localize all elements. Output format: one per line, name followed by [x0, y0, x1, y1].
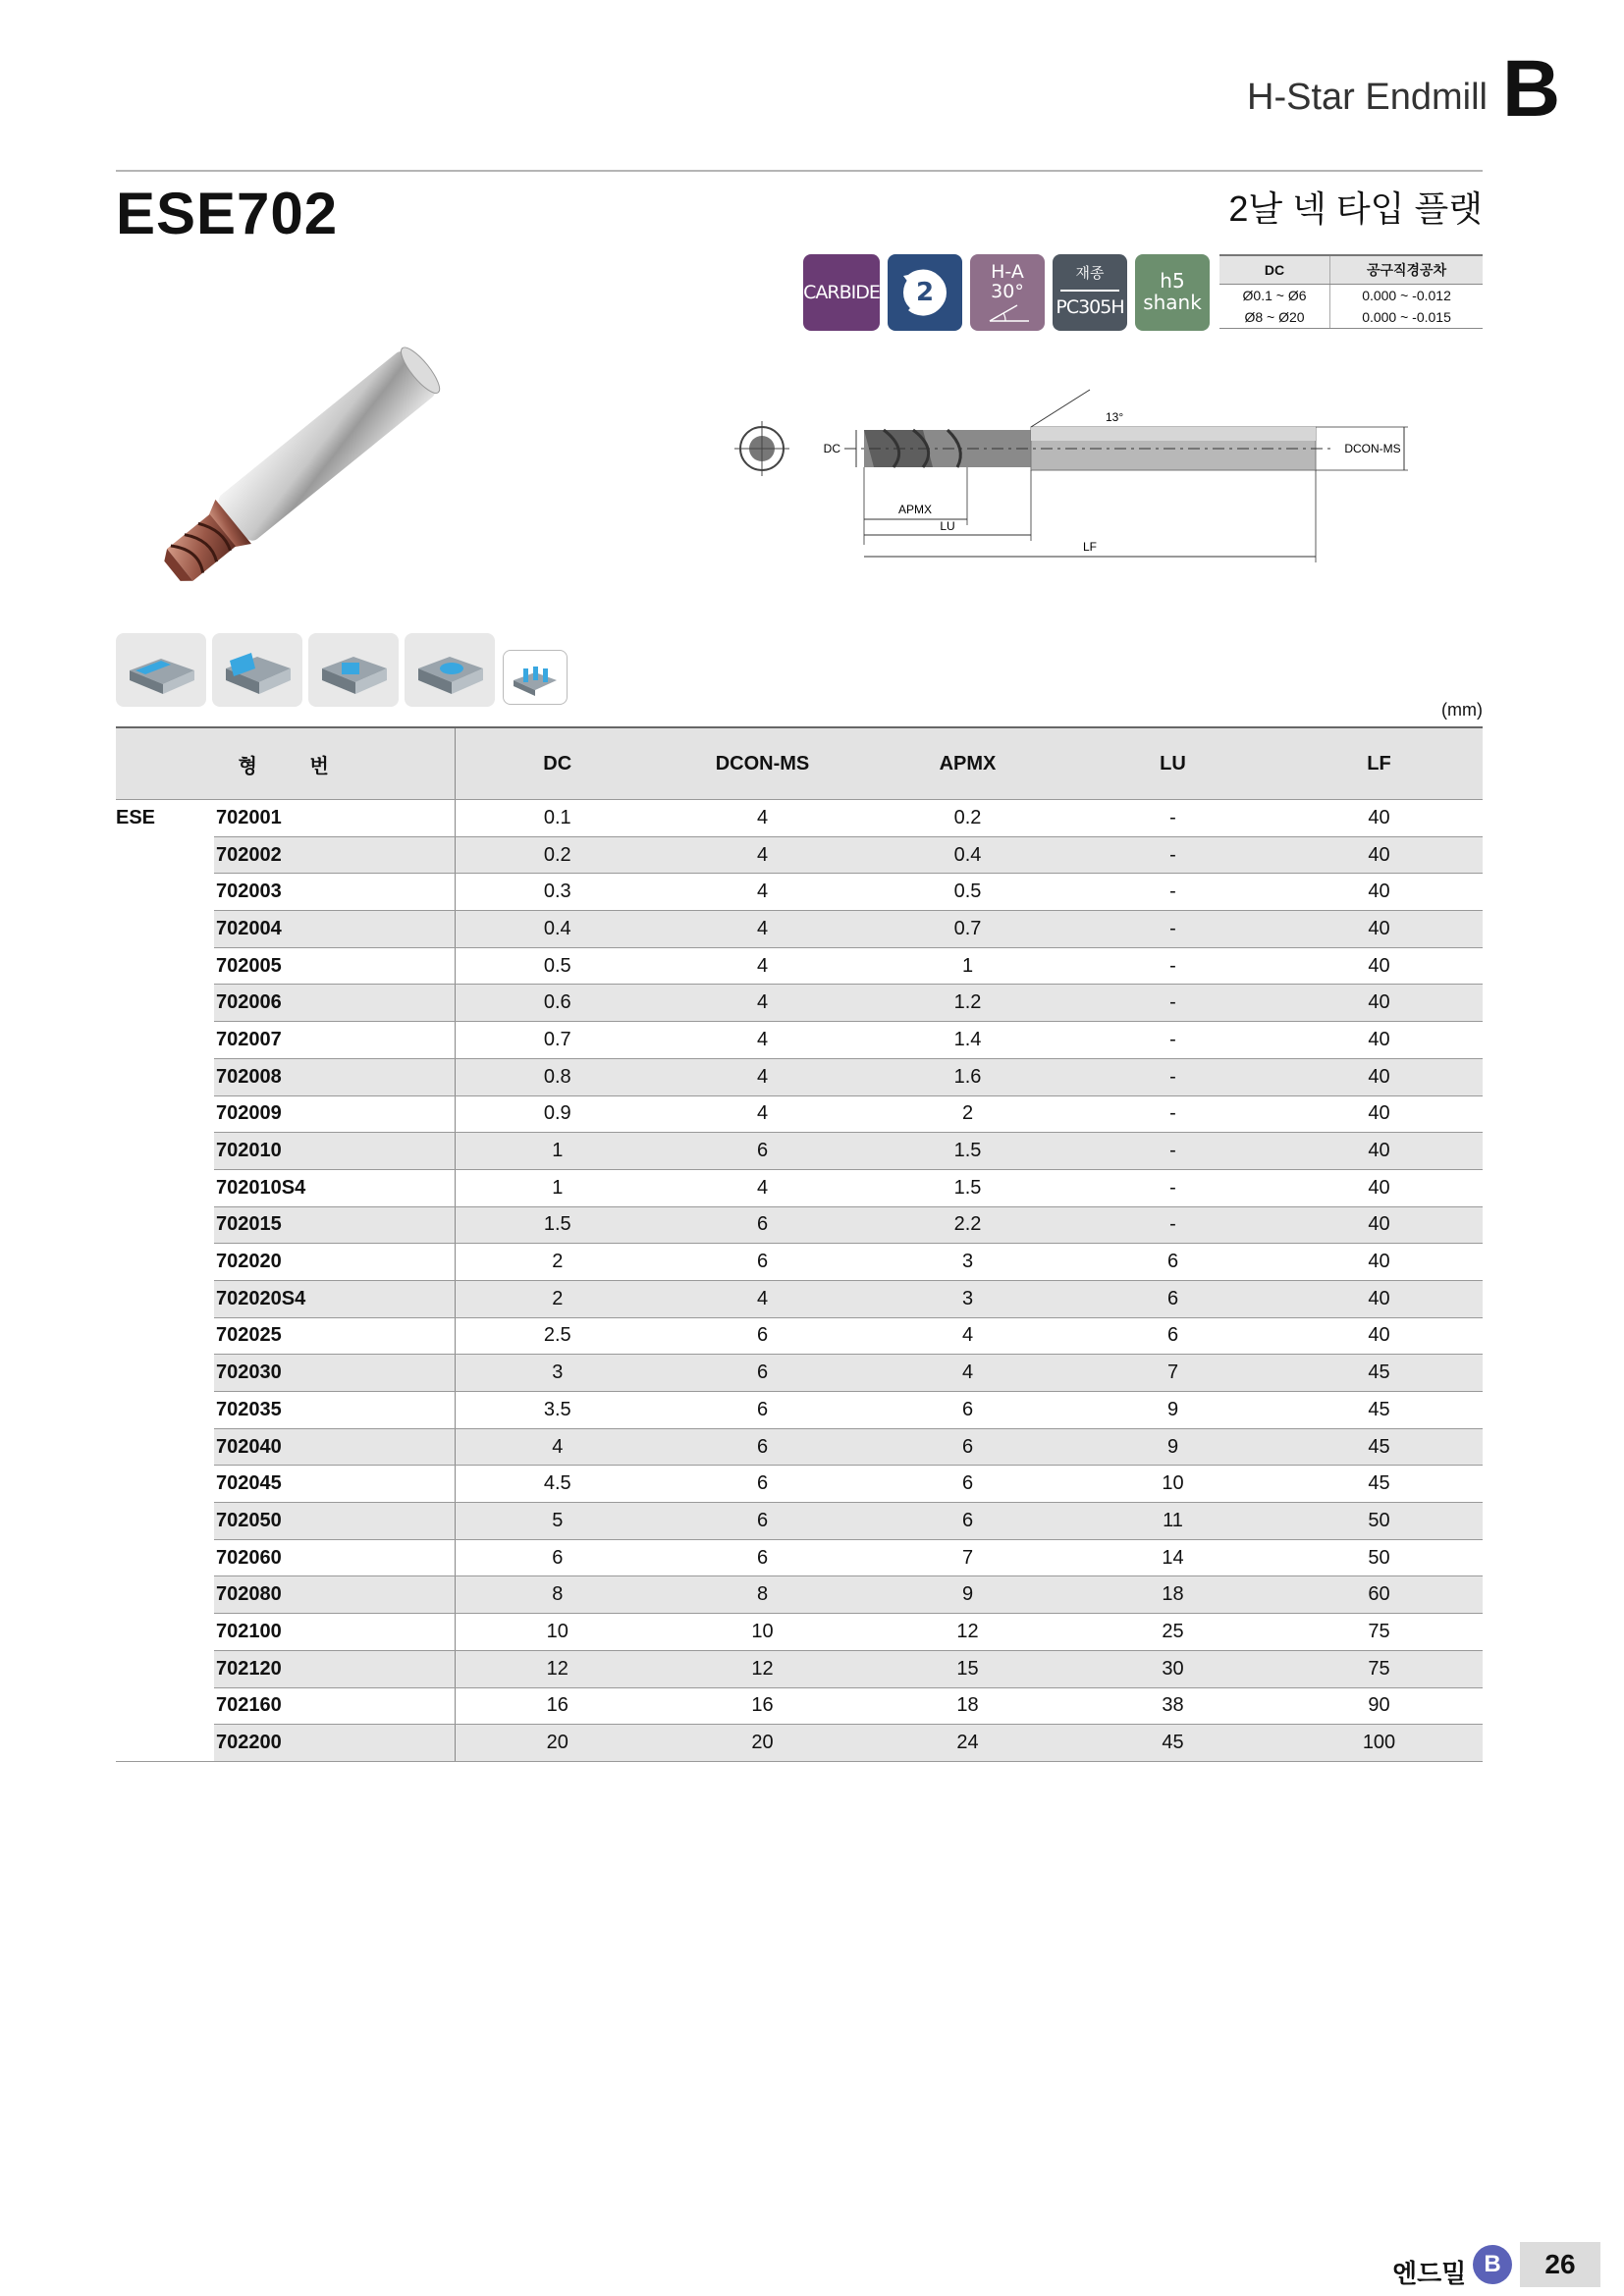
row-group-spacer	[116, 874, 214, 911]
cell-apmx: 1.4	[865, 1022, 1070, 1059]
cell-dc: 8	[455, 1576, 660, 1614]
row-group-spacer	[116, 1355, 214, 1392]
series-title: H-Star Endmill	[1247, 77, 1488, 118]
row-group-spacer	[116, 1095, 214, 1133]
tolerance-row	[1219, 285, 1483, 307]
cell-lf: 45	[1275, 1466, 1483, 1503]
table-row	[116, 1725, 1483, 1762]
dimension-drawing	[727, 388, 1434, 564]
cell-apmx: 4	[865, 1355, 1070, 1392]
helix-label: H-A	[991, 261, 1024, 283]
cell-lf: 75	[1275, 1614, 1483, 1651]
cell-lf: 50	[1275, 1503, 1483, 1540]
row-group-spacer	[116, 1576, 214, 1614]
row-group-spacer	[116, 1244, 214, 1281]
table-body	[116, 800, 1483, 1762]
cell-apmx: 15	[865, 1650, 1070, 1687]
application-plunge-icon	[405, 633, 495, 707]
cell-model: 702006	[214, 985, 455, 1022]
cell-lf: 45	[1275, 1355, 1483, 1392]
cell-model: 702100	[214, 1614, 455, 1651]
cell-lf: 75	[1275, 1650, 1483, 1687]
row-group-spacer	[116, 1169, 214, 1206]
cell-dcon-ms: 6	[660, 1503, 865, 1540]
cell-lu: 9	[1070, 1392, 1275, 1429]
cell-model: 702025	[214, 1317, 455, 1355]
cell-dcon-ms: 4	[660, 1280, 865, 1317]
cell-model: 702060	[214, 1539, 455, 1576]
cell-dc: 0.8	[455, 1058, 660, 1095]
cell-dc: 1	[455, 1133, 660, 1170]
cell-dc: 0.5	[455, 947, 660, 985]
shank-sub: shank	[1143, 291, 1202, 314]
cell-apmx: 2	[865, 1095, 1070, 1133]
cell-dc: 6	[455, 1539, 660, 1576]
table-row	[116, 1539, 1483, 1576]
cell-model: 702030	[214, 1355, 455, 1392]
coating-grade: PC305H	[1056, 296, 1124, 318]
table-row	[116, 1392, 1483, 1429]
cell-dc: 12	[455, 1650, 660, 1687]
row-group-spacer	[116, 947, 214, 985]
cell-dcon-ms: 6	[660, 1355, 865, 1392]
coating-divider	[1060, 290, 1119, 292]
cell-dcon-ms: 4	[660, 800, 865, 837]
cell-model: 702040	[214, 1428, 455, 1466]
tolerance-header-dc: DC	[1219, 255, 1330, 285]
endmill-product-image	[110, 316, 493, 615]
cell-lf: 40	[1275, 1244, 1483, 1281]
cell-dcon-ms: 6	[660, 1133, 865, 1170]
table-row	[116, 1058, 1483, 1095]
cell-model: 702007	[214, 1022, 455, 1059]
cell-lu: -	[1070, 1133, 1275, 1170]
cell-dc: 0.3	[455, 874, 660, 911]
cell-lu: 25	[1070, 1614, 1275, 1651]
table-row	[116, 1206, 1483, 1244]
row-group-spacer	[116, 1022, 214, 1059]
table-row	[116, 947, 1483, 985]
cell-dc: 4	[455, 1428, 660, 1466]
cell-dc: 1.5	[455, 1206, 660, 1244]
cell-lu: 9	[1070, 1428, 1275, 1466]
cell-lu: 7	[1070, 1355, 1275, 1392]
cell-lf: 50	[1275, 1539, 1483, 1576]
table-row	[116, 1614, 1483, 1651]
table-row	[116, 1095, 1483, 1133]
cell-model: 702160	[214, 1687, 455, 1725]
cell-lu: 14	[1070, 1539, 1275, 1576]
cell-apmx: 12	[865, 1614, 1070, 1651]
table-row	[116, 1169, 1483, 1206]
cell-dcon-ms: 4	[660, 911, 865, 948]
header-dcon: DCON-MS	[660, 727, 865, 800]
cell-dcon-ms: 6	[660, 1466, 865, 1503]
footer-section-badge: B	[1473, 2245, 1512, 2284]
shank-tolerance-badge	[1135, 254, 1210, 331]
cell-dc: 0.1	[455, 800, 660, 837]
cell-model: 702020	[214, 1244, 455, 1281]
cell-model: 702005	[214, 947, 455, 985]
cell-lf: 40	[1275, 911, 1483, 948]
cell-dcon-ms: 6	[660, 1539, 865, 1576]
row-group-spacer	[116, 1392, 214, 1429]
row-group-spacer	[116, 1280, 214, 1317]
cell-apmx: 1	[865, 947, 1070, 985]
cell-lf: 40	[1275, 1317, 1483, 1355]
table-row	[116, 1317, 1483, 1355]
table-row	[116, 874, 1483, 911]
cell-lu: -	[1070, 836, 1275, 874]
row-group-spacer	[116, 1725, 214, 1762]
table-row	[116, 836, 1483, 874]
cell-lu: -	[1070, 1095, 1275, 1133]
header-dc: DC	[455, 727, 660, 800]
cell-dc: 3	[455, 1355, 660, 1392]
application-shoulder-icon	[212, 633, 302, 707]
footer-category: 엔드밀	[1392, 2259, 1467, 2288]
cell-dc: 5	[455, 1503, 660, 1540]
cell-apmx: 18	[865, 1687, 1070, 1725]
cell-lu: -	[1070, 800, 1275, 837]
flute-count: 2	[903, 271, 947, 314]
cell-lf: 40	[1275, 1095, 1483, 1133]
cell-lf: 40	[1275, 1169, 1483, 1206]
cell-lu: -	[1070, 1022, 1275, 1059]
dim-angle-label: 13°	[1106, 410, 1124, 424]
helix-angle: 30°	[991, 281, 1024, 302]
cell-model: 702010S4	[214, 1169, 455, 1206]
cell-dcon-ms: 4	[660, 985, 865, 1022]
cell-lf: 40	[1275, 1058, 1483, 1095]
cell-model: 702050	[214, 1503, 455, 1540]
application-ribs-icon	[503, 650, 568, 705]
table-row	[116, 800, 1483, 837]
row-group-spacer	[116, 1428, 214, 1466]
cell-model: 702035	[214, 1392, 455, 1429]
cell-lu: -	[1070, 1206, 1275, 1244]
tolerance-value: 0.000 ~ -0.015	[1330, 306, 1483, 329]
cell-dcon-ms: 6	[660, 1392, 865, 1429]
helix-angle-icon	[970, 301, 1045, 327]
cell-apmx: 3	[865, 1244, 1070, 1281]
dim-apmx-label: APMX	[897, 503, 933, 516]
cell-lu: 11	[1070, 1503, 1275, 1540]
row-group-spacer	[116, 1539, 214, 1576]
table-row	[116, 1133, 1483, 1170]
cell-dc: 0.6	[455, 985, 660, 1022]
cell-lu: -	[1070, 1169, 1275, 1206]
cell-model: 702009	[214, 1095, 455, 1133]
table-row	[116, 1687, 1483, 1725]
cell-dcon-ms: 4	[660, 947, 865, 985]
cell-lf: 40	[1275, 800, 1483, 837]
cell-dcon-ms: 4	[660, 1095, 865, 1133]
cell-model: 702008	[214, 1058, 455, 1095]
cell-lu: 6	[1070, 1244, 1275, 1281]
shank-label: h5	[1160, 269, 1185, 293]
cell-dcon-ms: 20	[660, 1725, 865, 1762]
cell-apmx: 1.6	[865, 1058, 1070, 1095]
dim-dcon-label: DCON-MS	[1344, 442, 1401, 455]
cell-model: 702010	[214, 1133, 455, 1170]
tolerance-row	[1219, 306, 1483, 329]
cell-dcon-ms: 4	[660, 1058, 865, 1095]
row-group-spacer	[116, 1503, 214, 1540]
cell-lf: 40	[1275, 985, 1483, 1022]
spec-table	[116, 726, 1483, 1762]
table-row	[116, 1355, 1483, 1392]
cell-dcon-ms: 10	[660, 1614, 865, 1651]
cell-apmx: 1.5	[865, 1133, 1070, 1170]
cell-lu: 6	[1070, 1280, 1275, 1317]
cell-lf: 45	[1275, 1428, 1483, 1466]
cell-lu: -	[1070, 874, 1275, 911]
cell-lu: -	[1070, 911, 1275, 948]
cell-dcon-ms: 8	[660, 1576, 865, 1614]
cell-lf: 40	[1275, 947, 1483, 985]
cell-apmx: 2.2	[865, 1206, 1070, 1244]
header-lf: LF	[1275, 727, 1483, 800]
cell-lf: 40	[1275, 836, 1483, 874]
cell-model: 702020S4	[214, 1280, 455, 1317]
cell-dcon-ms: 4	[660, 1022, 865, 1059]
row-group-label: ESE	[116, 807, 156, 829]
tolerance-range: Ø8 ~ Ø20	[1219, 306, 1330, 329]
cell-lf: 40	[1275, 1022, 1483, 1059]
row-group-spacer	[116, 1058, 214, 1095]
cell-lf: 100	[1275, 1725, 1483, 1762]
dim-dc-label: DC	[823, 442, 840, 455]
cell-lu: 45	[1070, 1725, 1275, 1762]
application-slotting-icon	[116, 633, 206, 707]
row-group-spacer	[116, 1206, 214, 1244]
cell-apmx: 1.2	[865, 985, 1070, 1022]
cell-apmx: 7	[865, 1539, 1070, 1576]
table-row	[116, 1650, 1483, 1687]
cell-lf: 40	[1275, 1280, 1483, 1317]
tolerance-table	[1219, 254, 1483, 329]
table-row	[116, 1022, 1483, 1059]
cell-apmx: 6	[865, 1392, 1070, 1429]
cell-apmx: 6	[865, 1466, 1070, 1503]
cell-lu: 6	[1070, 1317, 1275, 1355]
header-apmx: APMX	[865, 727, 1070, 800]
cell-lu: -	[1070, 985, 1275, 1022]
cell-model: 702080	[214, 1576, 455, 1614]
cell-dc: 2.5	[455, 1317, 660, 1355]
coating-label: 재종	[1075, 264, 1105, 282]
cell-lf: 40	[1275, 1206, 1483, 1244]
cell-apmx: 6	[865, 1503, 1070, 1540]
row-group-spacer	[116, 985, 214, 1022]
cell-dc: 1	[455, 1169, 660, 1206]
cell-apmx: 3	[865, 1280, 1070, 1317]
cell-apmx: 4	[865, 1317, 1070, 1355]
cell-apmx: 6	[865, 1428, 1070, 1466]
cell-lu: -	[1070, 947, 1275, 985]
section-letter: B	[1502, 44, 1561, 133]
cell-lu: 30	[1070, 1650, 1275, 1687]
tolerance-value: 0.000 ~ -0.012	[1330, 285, 1483, 307]
cell-model: 702002	[214, 836, 455, 874]
cell-apmx: 1.5	[865, 1169, 1070, 1206]
helix-angle-badge	[970, 254, 1045, 331]
cell-lf: 40	[1275, 1133, 1483, 1170]
cell-dcon-ms: 4	[660, 1169, 865, 1206]
table-row	[116, 911, 1483, 948]
cell-dc: 0.7	[455, 1022, 660, 1059]
product-code: ESE702	[116, 181, 339, 246]
cell-dcon-ms: 6	[660, 1244, 865, 1281]
cell-lu: 18	[1070, 1576, 1275, 1614]
flute-count-badge	[888, 254, 962, 331]
row-group-spacer	[116, 836, 214, 874]
row-group-spacer	[116, 1687, 214, 1725]
cell-model: 702200	[214, 1725, 455, 1762]
table-row	[116, 1576, 1483, 1614]
cell-apmx: 0.4	[865, 836, 1070, 874]
table-row	[116, 1466, 1483, 1503]
header-model: 형 번	[116, 727, 455, 800]
cell-dc: 3.5	[455, 1392, 660, 1429]
cell-model: 702001	[214, 800, 455, 837]
cell-dc: 2	[455, 1280, 660, 1317]
cell-dc: 16	[455, 1687, 660, 1725]
end-view-icon	[734, 421, 789, 476]
row-group-spacer	[116, 911, 214, 948]
header-divider	[116, 170, 1483, 172]
cell-lf: 45	[1275, 1392, 1483, 1429]
cell-dc: 0.2	[455, 836, 660, 874]
cell-lf: 60	[1275, 1576, 1483, 1614]
cell-dcon-ms: 12	[660, 1650, 865, 1687]
cell-dc: 10	[455, 1614, 660, 1651]
tolerance-range: Ø0.1 ~ Ø6	[1242, 288, 1307, 303]
cell-dcon-ms: 16	[660, 1687, 865, 1725]
table-row	[116, 985, 1483, 1022]
cell-dc: 0.9	[455, 1095, 660, 1133]
cell-model: 702045	[214, 1466, 455, 1503]
cell-dc: 4.5	[455, 1466, 660, 1503]
row-group-spacer	[116, 1614, 214, 1651]
table-header-row	[116, 727, 1483, 800]
cell-dc: 2	[455, 1244, 660, 1281]
dim-lu-label: LU	[940, 519, 955, 533]
row-group-spacer	[116, 1133, 214, 1170]
table-row	[116, 1503, 1483, 1540]
cell-apmx: 9	[865, 1576, 1070, 1614]
table-row	[116, 1280, 1483, 1317]
cell-lf: 90	[1275, 1687, 1483, 1725]
cell-dc: 20	[455, 1725, 660, 1762]
application-pocket-icon	[308, 633, 399, 707]
cell-model: 702004	[214, 911, 455, 948]
cell-dc: 0.4	[455, 911, 660, 948]
tolerance-header-tol: 공구직경공차	[1330, 255, 1483, 285]
cell-lu: -	[1070, 1058, 1275, 1095]
cell-dcon-ms: 6	[660, 1317, 865, 1355]
row-group-spacer	[116, 1466, 214, 1503]
cell-dcon-ms: 4	[660, 836, 865, 874]
row-group-spacer	[116, 1317, 214, 1355]
row-group-spacer	[116, 1650, 214, 1687]
table-row	[116, 1244, 1483, 1281]
page-number: 26	[1520, 2242, 1600, 2287]
cell-lf: 40	[1275, 874, 1483, 911]
cell-dcon-ms: 6	[660, 1206, 865, 1244]
dim-lf-label: LF	[1082, 540, 1098, 554]
cell-apmx: 24	[865, 1725, 1070, 1762]
table-row	[116, 1428, 1483, 1466]
carbide-badge: CARBIDE	[803, 254, 880, 331]
cell-lu: 10	[1070, 1466, 1275, 1503]
product-description: 2날 넥 타입 플랫	[1228, 188, 1483, 229]
cell-lu: 38	[1070, 1687, 1275, 1725]
cell-model: 702003	[214, 874, 455, 911]
unit-label: (mm)	[1441, 700, 1483, 720]
cell-model: 702120	[214, 1650, 455, 1687]
cell-dcon-ms: 4	[660, 874, 865, 911]
cell-apmx: 0.7	[865, 911, 1070, 948]
coating-grade-badge	[1053, 254, 1127, 331]
header-lu: LU	[1070, 727, 1275, 800]
cell-dcon-ms: 6	[660, 1428, 865, 1466]
cell-apmx: 0.2	[865, 800, 1070, 837]
cell-model: 702015	[214, 1206, 455, 1244]
cell-apmx: 0.5	[865, 874, 1070, 911]
